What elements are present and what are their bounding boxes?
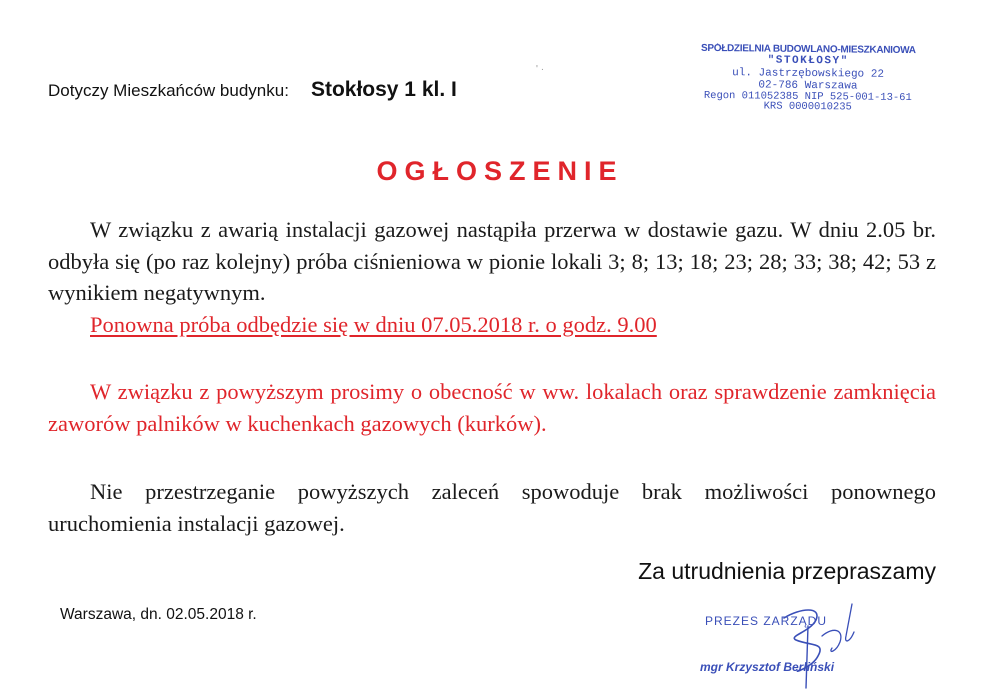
page-title: OGŁOSZENIE <box>376 156 624 186</box>
handwritten-signature <box>770 596 880 689</box>
stamp-line-5: Regon 011052385 NIP 525-001-13-61 <box>703 90 912 105</box>
closing-apology: Za utrudnienia przepraszamy <box>638 558 936 584</box>
paragraph-3-text: Nie przestrzeganie powyższych zaleceń spowoduje brak możliwości ponownego uruchomienia instalacji gazowej. <box>48 479 936 536</box>
paragraph-3 <box>48 476 936 539</box>
paragraph-1 <box>48 214 936 340</box>
paragraph-2 <box>48 376 936 439</box>
signatory-name: mgr Krzysztof Berliński <box>700 660 835 674</box>
header-line <box>48 78 457 102</box>
stamp-line-1: SPÓŁDZIELNIA BUDOWLANO-MIESZKANIOWA <box>700 42 916 57</box>
retest-notice: Ponowna próba odbędzie się w dniu 07.05.2018 r. o godz. 9.00 <box>90 311 657 337</box>
paragraph-2-text: W związku z powyższym prosimy o obecność w ww. lokalach oraz sprawdzenie zamknięcia zaworów palników w kuchenkach gazowych (kurków). <box>48 379 936 436</box>
stamp-line-3: ul. Jastrzębowskiego 22 <box>732 66 885 81</box>
building-name: Stokłosy 1 kl. I <box>310 78 457 101</box>
stamp-line-4: 02-786 Warszawa <box>758 79 858 93</box>
header-label: Dotyczy Mieszkańców budynku: <box>48 81 289 100</box>
stamp-line-6: KRS 0000010235 <box>763 100 852 114</box>
signature-title: PREZES ZARZĄDU <box>705 614 828 628</box>
date-line: Warszawa, dn. 02.05.2018 r. <box>60 606 257 623</box>
paragraph-1-text: W związku z awarią instalacji gazowej nastąpiła przerwa w dostawie gazu. W dniu 2.05 br. odbyła się (po raz kolejny) próba ciśnieniowa w pionie lokali 3; 8; 13; 18; 23; 28; 33; 38; 42; 53 z wynikiem negatywnym. <box>48 217 936 305</box>
stamp-line-2: "STOKŁOSY" <box>767 54 849 68</box>
cooperative-stamp <box>698 43 919 121</box>
scan-specks: ' · <box>536 64 545 75</box>
